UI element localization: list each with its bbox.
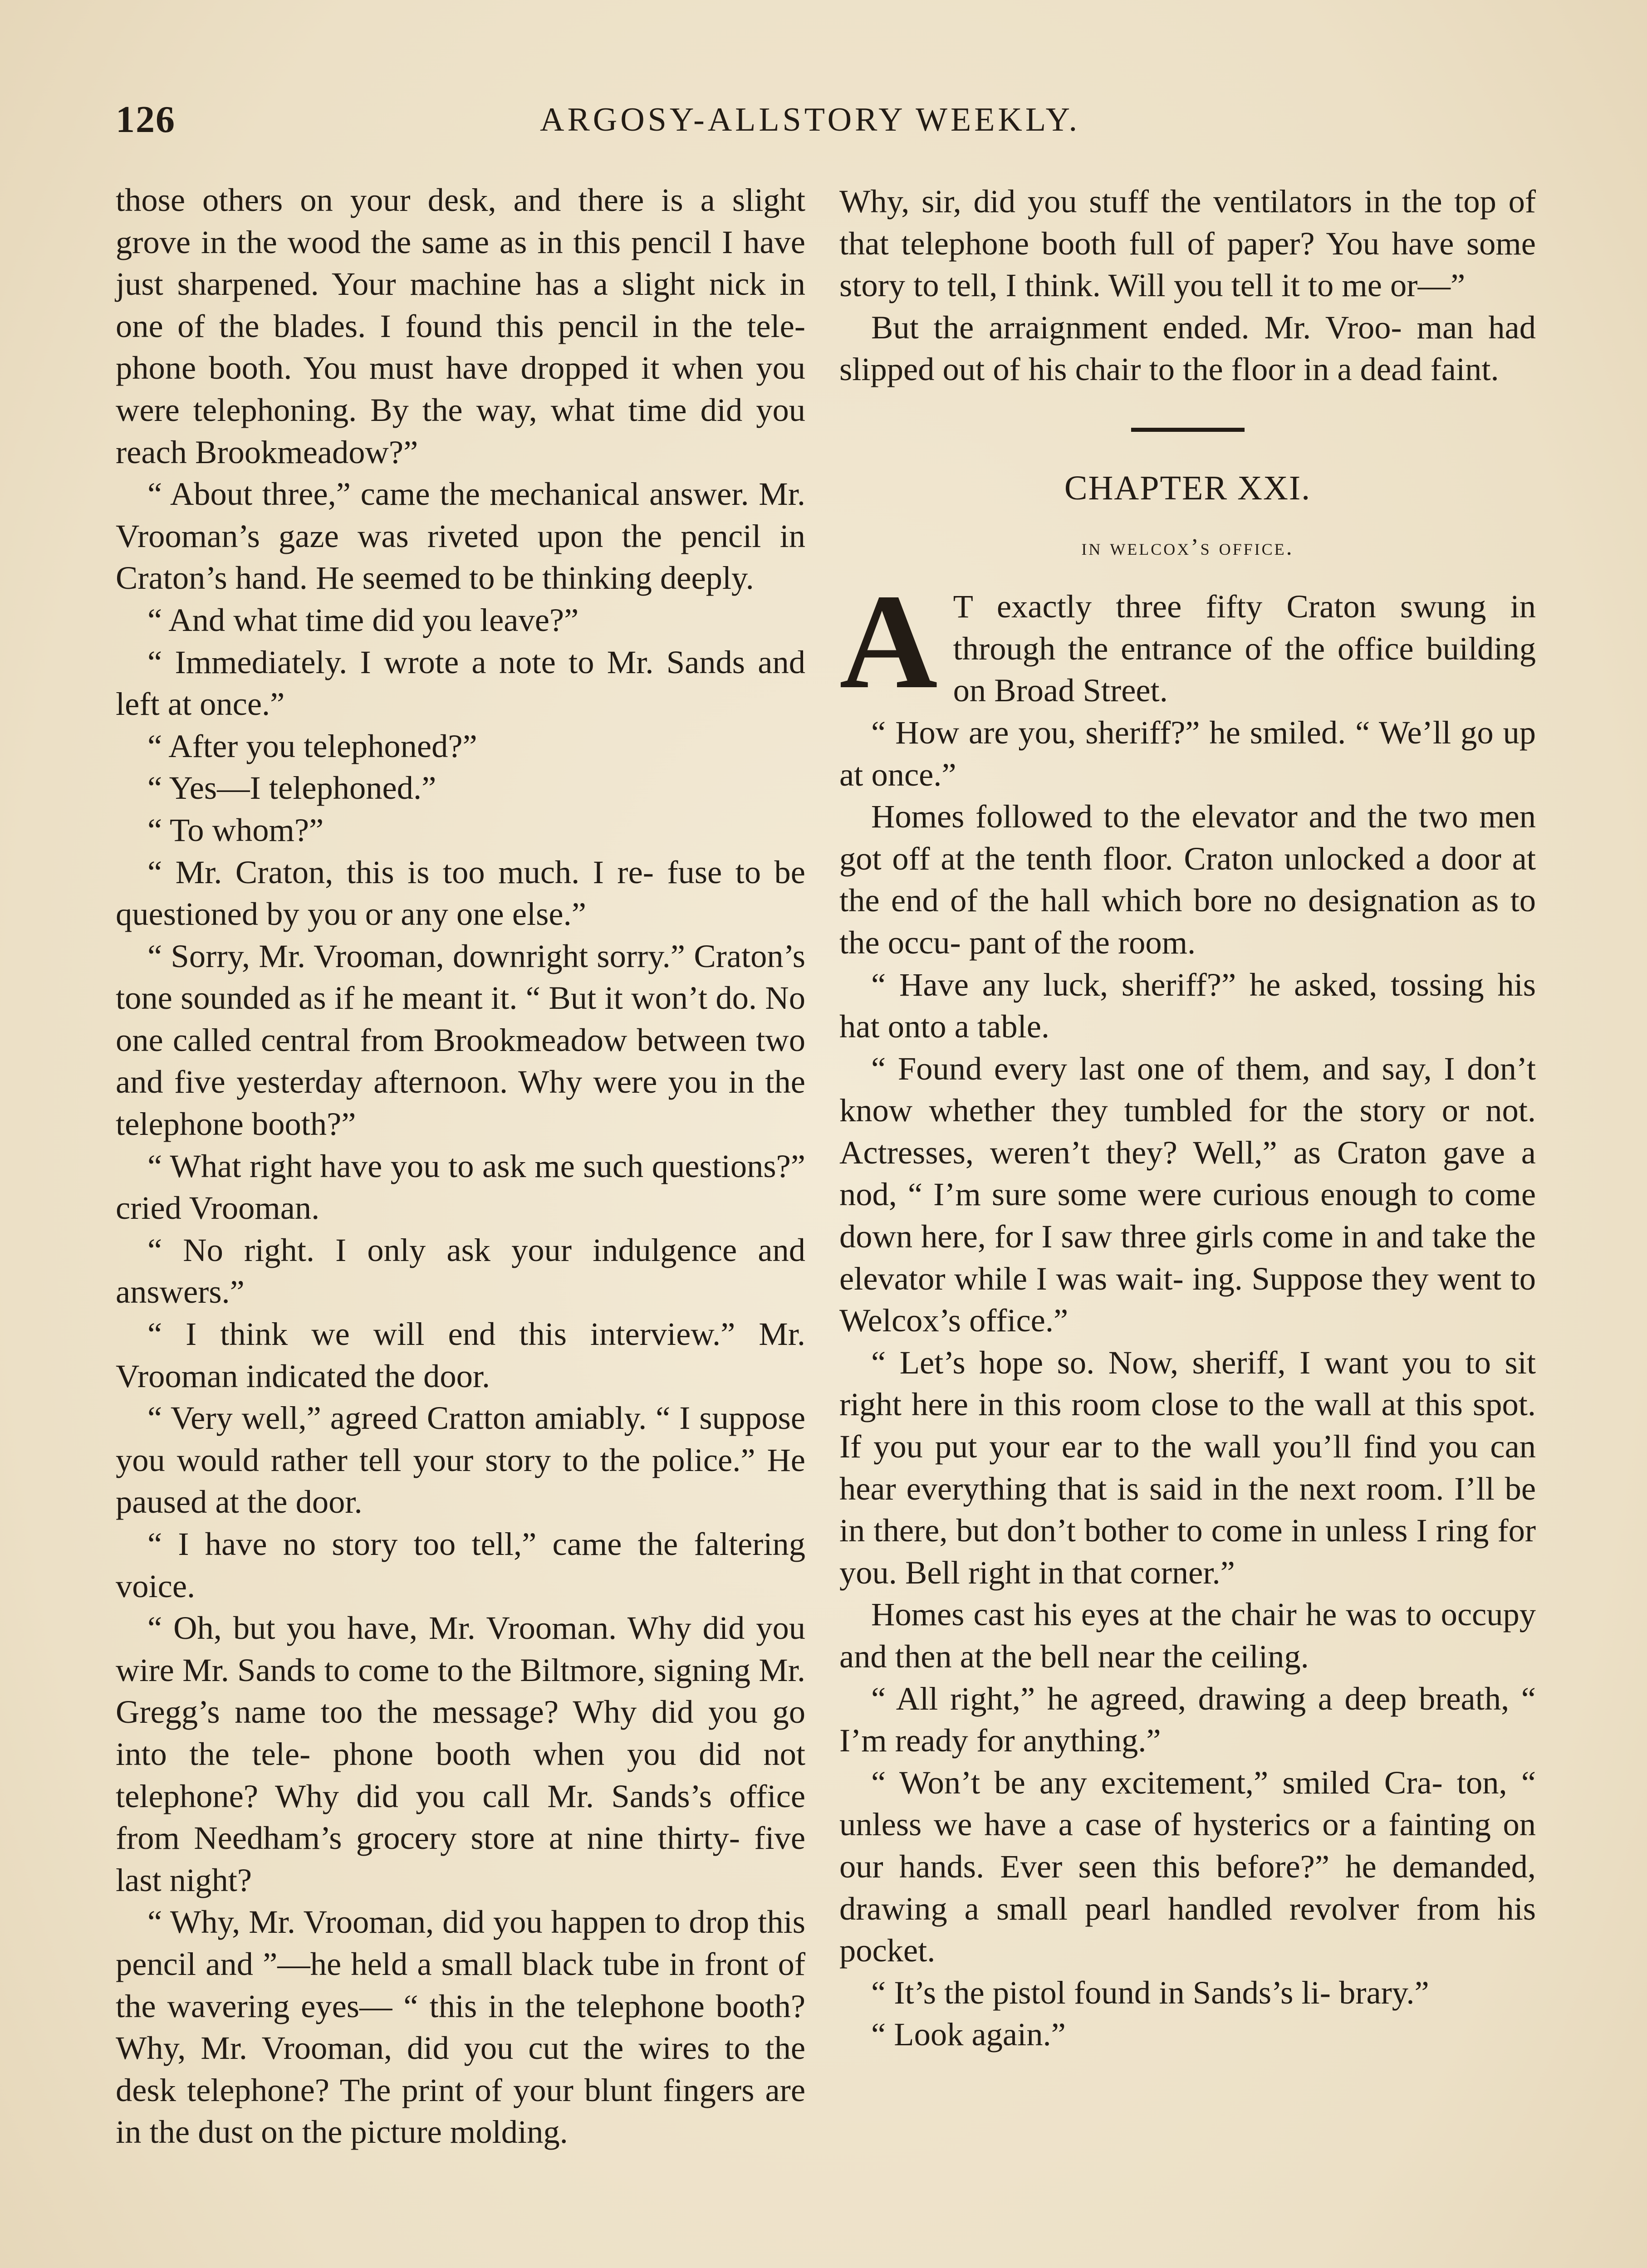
page-number: 126 (116, 98, 176, 141)
paragraph: Homes followed to the elevator and the two men got off at the tenth floor. Craton unlocked a door at the end of the hall which bore no designation as to the occu- pant of the room. (839, 798, 1536, 961)
paragraph: “ How are you, sheriff?” he smiled. “ We’ll go up at once.” (839, 714, 1536, 793)
paragraph: “ Found every last one of them, and say, I don’t know whether they tumbled for the story or not. Actresses, weren’t they? Well,” as Craton gave a nod, “ I’m sure some were curious enough to come down here, for I saw three girls come in and take the elevator while I was wait- ing. Suppose they went to Welcox’s office.” (839, 1050, 1536, 1339)
chapter-subtitle: in welcox’s office. (1081, 534, 1294, 560)
paragraph: “ All right,” he agreed, drawing a deep breath, “ I’m ready for anything.” (839, 1680, 1536, 1759)
paragraph: “ After you telephoned?” (147, 727, 477, 764)
chapter-opening-paragraph (839, 566, 1536, 717)
paragraph: those others on your desk, and there is a slight grove in the wood the same as in this pencil I have just sharpened. Your machine has a slight nick in one of the blades. I found this pencil in the tele- phone booth. You must have dropped it when you were telephoning. By the way, what time did you reach Brookmeadow?” (116, 181, 805, 470)
right-column (839, 181, 1536, 2056)
paragraph: “ Let’s hope so. Now, sheriff, I want you to sit right here in this room close to the wall at this spot. If you put your ear to the wall you’ll find you can hear everything that is said in the next room. I’ll be in there, but don’t bother to come in unless I ring for you. Bell right in that corner.” (839, 1344, 1536, 1591)
paragraph: “ Mr. Craton, this is too much. I re- fuse to be questioned by you or any one else.” (116, 853, 805, 933)
paragraph: “ Very well,” agreed Cratton amiably. “ I suppose you would rather tell your story to the police.” He paused at the door. (116, 1399, 805, 1520)
paragraph: “ I have no story too tell,” came the faltering voice. (116, 1525, 805, 1604)
opening-text: T exactly three fifty Craton swung in through the entrance of the office building on Broad Street. (953, 588, 1536, 709)
paragraph: “ Yes—I telephoned.” (147, 769, 436, 807)
paragraph: Why, sir, did you stuff the ventilators in the top of that telephone booth full of paper? You have some story to tell, I think. Will you tell it to me or—” (839, 183, 1536, 304)
paragraph: “ Look again.” (871, 2016, 1066, 2053)
running-head: ARGOSY-ALLSTORY WEEKLY. (540, 101, 1081, 138)
paragraph: “ About three,” came the mechanical answer. Mr. Vrooman’s gaze was riveted upon the pencil in Craton’s hand. He seemed to be thinking deeply. (116, 475, 805, 596)
left-column (116, 179, 805, 2153)
paragraph: “ Sorry, Mr. Vrooman, downright sorry.” Craton’s tone sounded as if he meant it. “ But it won’t do. No one called central from Brookmeadow between two and five yesterday afternoon. Why were you in the telephone booth?” (116, 937, 805, 1143)
paragraph: “ Won’t be any excitement,” smiled Cra- ton, “ unless we have a case of hysterics or a fainting on our hands. Ever seen this before?” he demanded, drawing a small pearl handled revolver from his pocket. (839, 1764, 1536, 1969)
paragraph: “ To whom?” (147, 811, 324, 848)
paragraph: “ And what time did you leave?” (147, 601, 579, 638)
paragraph: Homes cast his eyes at the chair he was to occupy and then at the bell near the ceiling. (839, 1596, 1536, 1675)
paragraph: “ Immediately. I wrote a note to Mr. Sands and left at once.” (116, 643, 805, 723)
paragraph: “ It’s the pistol found in Sands’s li- brary.” (871, 1974, 1429, 2011)
paragraph: “ Oh, but you have, Mr. Vrooman. Why did you wire Mr. Sands to come to the Biltmore, signing Mr. Gregg’s name too the message? Why did you go into the tele- phone booth when you did not telephone? Why did you call Mr. Sands’s office from Needham’s grocery store at nine thirty- five last night? (116, 1609, 805, 1898)
paragraph: “ No right. I only ask your indulgence and answers.” (116, 1231, 805, 1310)
drop-cap: A (839, 566, 938, 717)
paragraph: “ What right have you to ask me such questions?” cried Vrooman. (116, 1147, 805, 1227)
paragraph: “ Have any luck, sheriff?” he asked, tossing his hat onto a table. (839, 966, 1536, 1045)
paragraph: “ I think we will end this interview.” Mr. Vrooman indicated the door. (116, 1315, 805, 1394)
section-divider (1131, 428, 1245, 432)
paragraph: But the arraignment ended. Mr. Vroo- man had slipped out of his chair to the floor in a dead faint. (839, 308, 1536, 388)
chapter-title: CHAPTER XXI. (1064, 469, 1311, 507)
paragraph: “ Why, Mr. Vrooman, did you happen to drop this pencil and ”—he held a small black tube in front of the wavering eyes— “ this in the telephone booth? Why, Mr. Vrooman, did you cut the wires to the desk telephone? The print of your blunt fingers are in the dust on the picture molding. (116, 1903, 805, 2151)
